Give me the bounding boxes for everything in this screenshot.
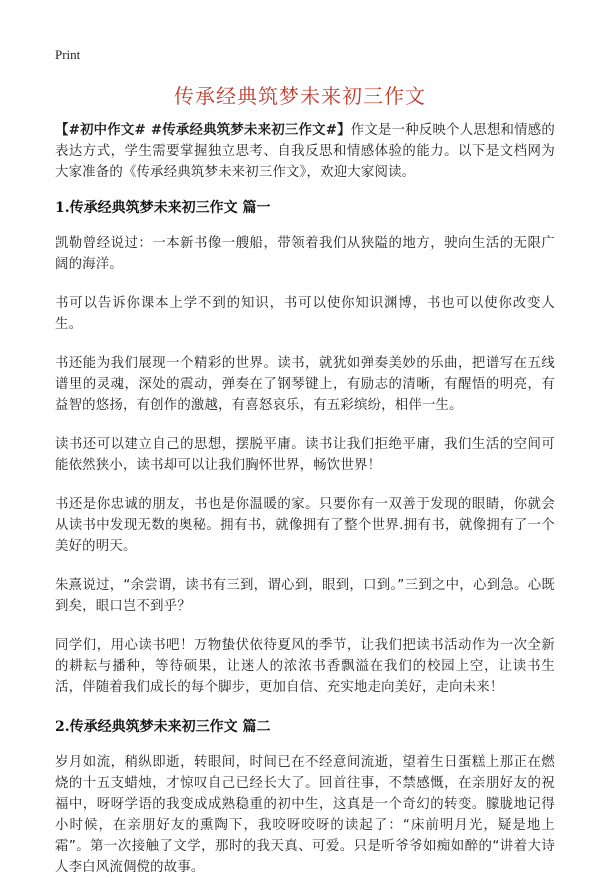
- paragraph: 朱熹说过，“余尝谓，读书有三到，谓心到，眼到，口到。”三到之中，心到急。心既到矣，眼口岂不到乎？: [55, 578, 555, 614]
- print-link[interactable]: Print: [55, 47, 81, 62]
- paragraph: 书还是你忠诚的朋友，书也是你温暖的家。只要你有一双善于发现的眼睛，你就会从读书中发现无数的奥秘。拥有书，就像拥有了整个世界.拥有书，就像拥有了一个美好的明天。: [55, 497, 555, 554]
- page-title: 传承经典筑梦未来初三作文: [174, 84, 426, 108]
- paragraph: 读书还可以建立自己的思想，摆脱平庸。读书让我们拒绝平庸，我们生活的空间可能依然狭小，读书却可以让我们胸怀世界，畅饮世界！: [55, 437, 555, 473]
- intro-tags: 【#初中作文# #传承经典筑梦未来初三作文#】: [55, 123, 351, 138]
- paragraph: 同学们，用心读书吧！万物蛰伏依待夏风的季节，让我们把读书活动作为一次全新的耕耘与播种，等待硕果，让迷人的浓浓书香飘溢在我们的校园上空，让读书生活，伴随着我们成长的每个脚步，更加自信、充实地走向美好，走向未来！: [55, 638, 555, 695]
- section-heading-2: 2.传承经典筑梦未来初三作文 篇二: [55, 719, 271, 735]
- article-body: [55, 120, 555, 896]
- section-heading-1: 1.传承经典筑梦未来初三作文 篇一: [55, 200, 271, 216]
- paragraph: 书可以告诉你课本上学不到的知识，书可以使你知识渊博，书也可以使你改变人生。: [55, 296, 555, 332]
- intro-paragraph: [55, 120, 555, 183]
- intro-text: 作文是一种反映个人思想和情感的表达方式，学生需要掌握独立思考、自我反思和情感体验的能力。以下是文档网为大家准备的《传承经典筑梦未来初三作文》，欢迎大家阅读。: [55, 123, 556, 180]
- paragraph: 岁月如流，稍纵即逝，转眼间，时间已在不经意间流逝，望着生日蛋糕上那正在燃烧的十五支蜡烛，才惊叹自己已经长大了。回首往事，不禁感慨，在亲朋好友的祝福中，呀呀学语的我变成成熟稳重的初中生，这真是一个奇幻的转变。朦胧地记得小时候，在亲朋好友的熏陶下，我咬呀咬呀的读起了：“床前明月光，疑是地上霜”。第一次接触了文学，那时的我天真、可爱。只是听爷爷如痴如醉的“讲着大诗人李白风流倜傥的故事。: [55, 755, 555, 875]
- paragraph: 书还能为我们展现一个精彩的世界。读书，就犹如弹奏美妙的乐曲，把谱写在五线谱里的灵魂，深处的震动，弹奏在了钢琴键上，有励志的清晰，有醒悟的明亮，有益智的悠扬，有创作的激越，有喜怒哀乐，有五彩缤纷，相伴一生。: [55, 356, 555, 413]
- paragraph: 凯勒曾经说过：一本新书像一艘船，带领着我们从狭隘的地方，驶向生活的无限广阔的海洋。: [55, 236, 555, 272]
